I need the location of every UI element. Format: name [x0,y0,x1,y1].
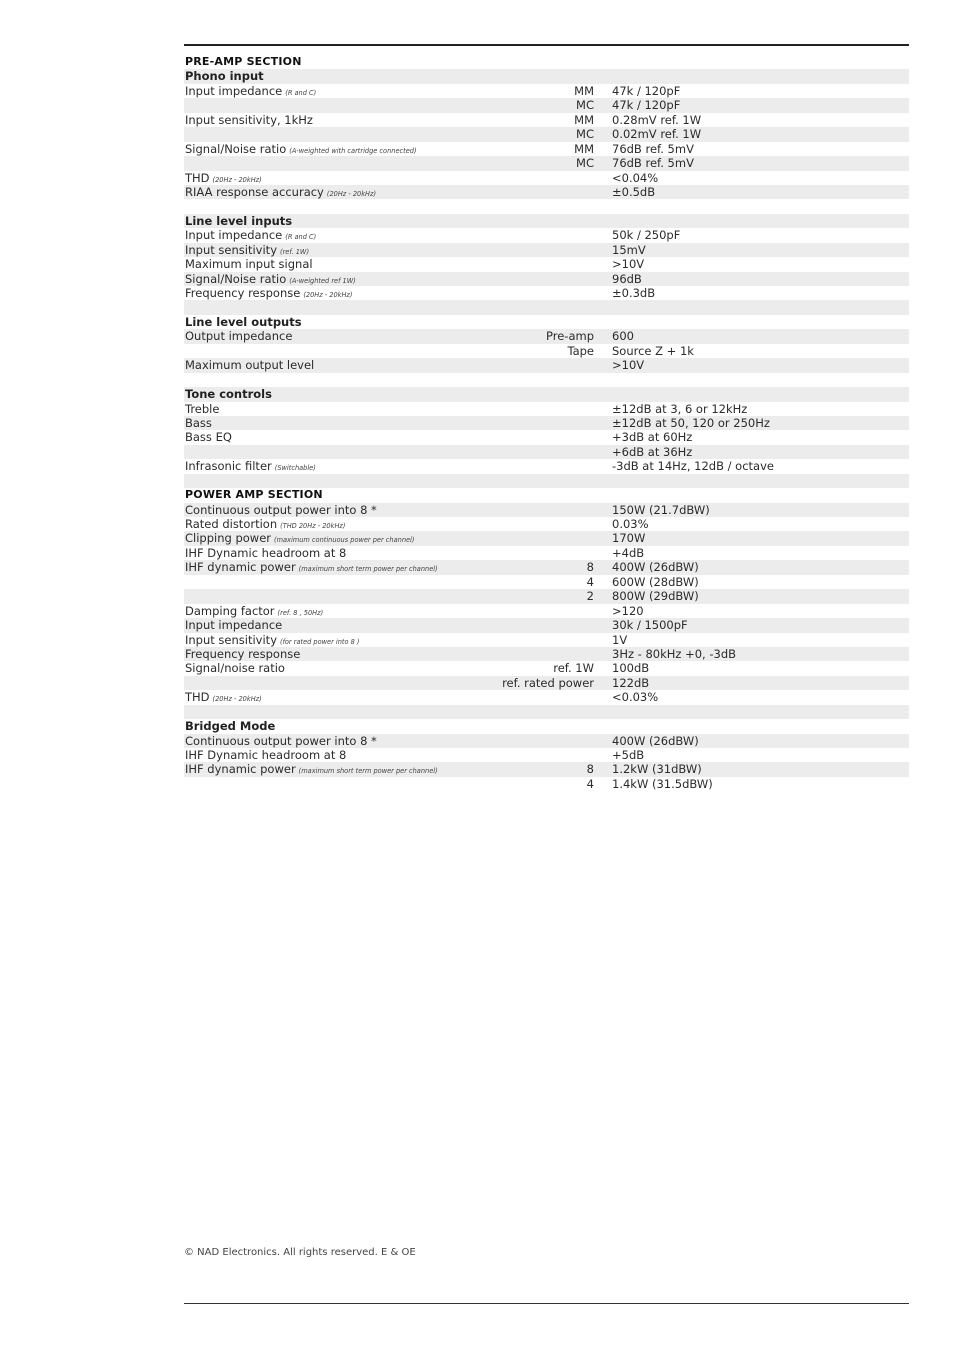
spec-label-text: Treble [185,401,220,416]
spec-label-text: IHF dynamic power [185,560,296,575]
spec-note: (A-weighted with cartridge connected) [289,146,417,155]
spec-value: <0.04% [612,170,659,185]
spec-value: 15mV [612,242,646,257]
spec-label-text: Input sensitivity [185,632,277,647]
spec-value: 30k / 1500pF [612,618,688,633]
spec-row [184,156,909,170]
spec-note: (R and C) [285,88,317,97]
spec-value: +4dB [612,545,645,560]
spec-condition: MC [576,98,594,113]
spec-note: (for rated power into 8 ) [280,637,360,646]
spec-label-text: PRE-AMP SECTION [185,55,302,68]
spec-label [185,618,282,632]
spec-row [184,171,909,185]
spec-row [184,618,909,632]
spec-condition: Pre-amp [546,329,594,344]
spec-condition: Tape [567,343,594,358]
spec-value: 600 [612,329,634,344]
spec-row [184,748,909,762]
spec-label-text: Input sensitivity, 1kHz [185,112,313,127]
spec-value: >10V [612,358,645,373]
spec-row [184,647,909,661]
spec-note: (maximum continuous power per channel) [274,536,415,545]
spec-label-text: Line level inputs [185,213,293,228]
spec-value: 0.28mV ref. 1W [612,112,702,127]
spec-row [184,416,909,430]
spec-row [184,676,909,690]
spacer-row [184,300,909,314]
spec-label-text: Clipping power [185,531,272,546]
spec-label-text: Bridged Mode [185,719,276,734]
spec-label-text: Continuous output power into 8 * [185,502,377,517]
spec-label [185,719,275,733]
spec-note: (20Hz - 20kHz) [212,175,262,184]
spec-row [184,84,909,98]
spec-note: (ref. 8 , 50Hz) [277,608,324,617]
spec-label-text: Input impedance [185,228,283,243]
spec-row [184,445,909,459]
spec-row [184,560,909,574]
spec-label-text: RIAA response accuracy [185,184,324,199]
spec-note: (maximum short term power per channel) [298,767,438,776]
group-heading [184,719,909,733]
spec-value: 47k / 120pF [612,83,681,98]
spec-row [184,762,909,776]
spec-row [184,142,909,156]
spec-condition: ref. rated power [502,675,594,690]
spec-label [185,503,377,517]
spec-row [184,243,909,257]
spec-label [185,416,212,430]
spec-condition: 4 [586,574,594,589]
section-title [184,55,909,69]
spec-row [184,690,909,704]
spec-label-text: Frequency response [185,286,301,300]
spec-value: 170W [612,531,646,546]
spec-note: (A-weighted ref 1W) [289,276,356,285]
spec-row [184,358,909,372]
spec-condition: MM [574,141,594,156]
spec-value: 800W (29dBW) [612,589,699,604]
spec-row [184,257,909,271]
spec-label [185,430,232,444]
spec-note: (20Hz - 20kHz) [326,189,377,198]
bottom-rule [184,1303,909,1304]
spec-label-text: THD [185,170,210,185]
spec-note: (R and C) [285,233,317,242]
spec-value: 122dB [612,675,650,690]
spec-label-text: Signal/Noise ratio [185,271,287,286]
spec-label-text: Phono input [185,69,264,84]
spec-value: >120 [612,603,644,618]
spec-value: 76dB ref. 5mV [612,141,694,156]
spec-condition: ref. 1W [553,661,594,676]
spec-value: 50k / 250pF [612,228,681,243]
group-heading [184,69,909,83]
spec-label-text: Tone controls [185,387,272,402]
spec-note: (20Hz - 20kHz) [212,695,262,704]
spec-row [184,589,909,603]
spec-value: 400W (26dBW) [612,560,699,575]
spec-value: +6dB at 36Hz [612,444,693,459]
spec-condition: MM [574,112,594,127]
spec-row [184,272,909,286]
spec-value: 1.4kW (31.5dBW) [612,776,713,791]
spec-value: 1.2kW (31dBW) [612,762,702,777]
spec-row [184,517,909,531]
spec-note: (THD 20Hz - 20kHz) [280,522,346,530]
spec-label-text: Maximum output level [185,358,315,373]
spec-condition: 2 [586,589,594,604]
spec-value: >10V [612,257,645,272]
spec-value: 1V [612,632,628,647]
spec-row [184,344,909,358]
spec-label-text: Signal/Noise ratio [185,141,287,156]
spec-label [185,214,292,228]
spec-label [185,55,302,69]
spec-label-text: IHF Dynamic headroom at 8 [185,748,347,762]
spacer-row [184,199,909,213]
spec-label-text: IHF Dynamic headroom at 8 [185,545,347,560]
spec-label [185,734,377,748]
spec-condition: MM [574,83,594,98]
spec-label [185,69,264,83]
spec-row [184,604,909,618]
spec-row [184,546,909,560]
spec-label [185,661,285,675]
spec-label-text: Output impedance [185,329,293,344]
spec-value: 96dB [612,271,642,286]
spec-label [185,488,323,502]
spec-row [184,531,909,545]
spec-label [185,387,272,401]
spec-value: <0.03% [612,690,659,705]
spec-label-text: IHF dynamic power [185,762,296,777]
spec-label [185,257,313,271]
group-heading [184,387,909,401]
spec-value: 76dB ref. 5mV [612,156,694,171]
spec-value: ±0.3dB [612,286,656,300]
spec-note: (Switchable) [274,464,316,473]
spec-row [184,633,909,647]
spec-value: 0.03% [612,517,649,531]
spec-row [184,430,909,444]
spec-label [185,329,292,343]
spec-label [185,748,346,762]
section-title [184,488,909,502]
spec-label [185,315,302,329]
group-heading [184,214,909,228]
spec-value: 47k / 120pF [612,98,681,113]
spec-label-text: Line level outputs [185,314,302,329]
spec-value: 100dB [612,661,650,676]
spec-value: ±0.5dB [612,184,656,199]
spec-row [184,661,909,675]
spec-condition: MC [576,127,594,142]
spec-row [184,402,909,416]
spec-row [184,127,909,141]
spec-label-text: Input impedance [185,618,283,633]
spec-row [184,734,909,748]
group-heading [184,315,909,329]
spec-value: ±12dB at 50, 120 or 250Hz [612,415,770,430]
spec-value: 150W (21.7dBW) [612,502,710,517]
spec-label-text: Signal/noise ratio [185,661,285,676]
spec-label-text: Maximum input signal [185,257,313,272]
spec-label-text: POWER AMP SECTION [185,488,323,502]
spec-label-text: Infrasonic filter [185,459,272,474]
spec-row [184,185,909,199]
spec-value: 600W (28dBW) [612,574,699,589]
spec-label-text: Damping factor [185,603,275,618]
spec-value: +3dB at 60Hz [612,430,693,445]
spec-label [185,402,219,416]
spec-label-text: Bass [185,415,212,430]
spec-label-text: Frequency response [185,646,301,661]
spacer-row [184,373,909,387]
spec-condition: 8 [586,560,594,575]
spec-label-text: THD [185,690,210,705]
spec-value: +5dB [612,748,645,762]
spec-note: (ref. 1W) [280,247,310,256]
spec-note: (maximum short term power per channel) [298,565,438,574]
spec-condition: 4 [586,776,594,791]
spec-row [184,98,909,112]
spec-label [185,358,314,372]
spec-row [184,503,909,517]
spec-label [185,647,300,661]
copyright-footer: © NAD Electronics. All rights reserved. E & OE [184,1247,416,1258]
spec-row [184,113,909,127]
spec-value: Source Z + 1k [612,343,694,358]
spec-value: -3dB at 14Hz, 12dB / octave [612,459,774,474]
spec-row [184,329,909,343]
spec-value: 3Hz - 80kHz +0, -3dB [612,646,737,661]
spec-row [184,286,909,300]
spec-label [185,546,346,560]
spec-value: 0.02mV ref. 1W [612,127,702,142]
spec-row [184,777,909,791]
spec-label-text: Rated distortion [185,517,278,531]
spec-condition: MC [576,156,594,171]
spec-row [184,228,909,242]
spec-note: (20Hz - 20kHz) [303,291,353,299]
top-rule [184,44,909,46]
spec-label-text: Input sensitivity [185,242,277,257]
spacer-row [184,705,909,719]
spec-label-text: Input impedance [185,83,283,98]
spec-row [184,575,909,589]
spec-value: 400W (26dBW) [612,733,699,748]
spec-label-text: Bass EQ [185,430,232,445]
spec-label-text: Continuous output power into 8 * [185,733,377,748]
spec-condition: 8 [586,762,594,777]
spec-value: ±12dB at 3, 6 or 12kHz [612,401,748,416]
specifications-table [184,55,909,791]
spec-row [184,459,909,473]
spacer-row [184,474,909,488]
spec-label [185,113,313,127]
